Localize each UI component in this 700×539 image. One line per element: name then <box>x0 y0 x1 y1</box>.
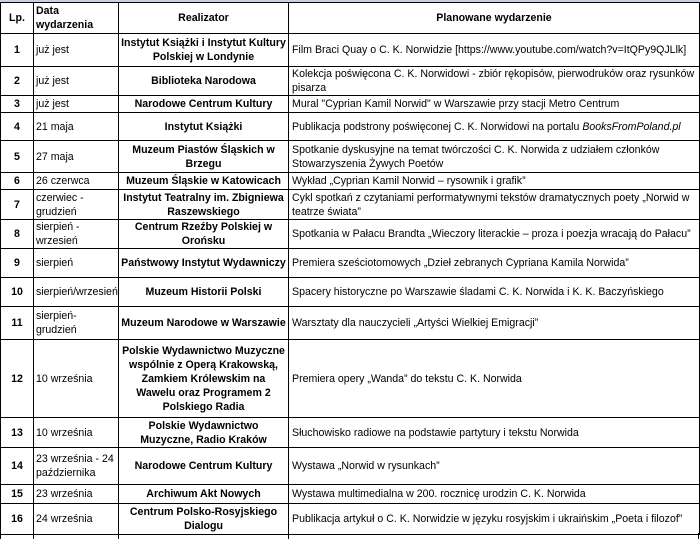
event-description <box>289 249 700 278</box>
table-row <box>1 249 700 278</box>
event-description <box>289 418 700 448</box>
event-portal-name: BooksFromPoland.pl <box>582 120 681 133</box>
event-date: 26 czerwca <box>34 173 119 190</box>
table-row <box>1 278 700 307</box>
event-date: 21 maja <box>34 113 119 141</box>
row-number: 16 <box>1 504 34 535</box>
event-text: Cykl spotkań z czytaniami performatywnymi tekstów dramatycznych poety „Norwid w teatrze świata” <box>292 191 690 218</box>
event-description <box>289 220 700 249</box>
table-row <box>1 96 700 113</box>
event-date: sierpień - wrzesień <box>34 220 119 249</box>
event-description <box>289 141 700 173</box>
event-text: Słuchowisko radiowe na podstawie partytury i tekstu Norwida <box>292 426 579 439</box>
event-date: 23 września - 24 października <box>34 448 119 485</box>
event-text: Wykład „Cyprian Kamil Norwid – rysownik i grafik” <box>292 175 526 187</box>
row-number: 4 <box>1 113 34 141</box>
organizer: Polskie Wydawnictwo Muzyczne, Radio Kraków <box>119 418 289 448</box>
row-number: 6 <box>1 173 34 190</box>
table-row <box>1 307 700 340</box>
event-date: już jest <box>34 67 119 96</box>
organizer: Instytut Teatralny im. Zbigniewa Raszewskiego <box>119 190 289 220</box>
table-row <box>1 418 700 448</box>
event-description <box>289 96 700 113</box>
event-text: Premiera opery „Wanda” do tekstu C. K. Norwida <box>292 372 522 385</box>
table-row <box>1 220 700 249</box>
event-description <box>289 340 700 418</box>
table-row <box>1 113 700 141</box>
event-text: Warsztaty dla nauczycieli „Artyści Wielkiej Emigracji” <box>292 317 539 329</box>
event-date: 10 września <box>34 418 119 448</box>
event-description <box>289 278 700 307</box>
partial-next-row <box>0 533 699 539</box>
header-lp: Lp. <box>1 3 34 34</box>
organizer: Państwowy Instytut Wydawniczy <box>119 249 289 278</box>
row-number: 10 <box>1 278 34 307</box>
event-description <box>289 67 700 96</box>
organizer: Narodowe Centrum Kultury <box>119 96 289 113</box>
event-date: 23 września <box>34 485 119 504</box>
event-text: Mural "Cyprian Kamil Norwid" w Warszawie przy stacji Metro Centrum <box>292 98 620 110</box>
event-text: Kolekcja poświęcona C. K. Norwidowi - zbiór rękopisów, pierwodruków oraz rysunków pisarza <box>292 68 695 94</box>
event-date: już jest <box>34 34 119 67</box>
table-row <box>1 34 700 67</box>
event-text: Spacery historyczne po Warszawie śladami C. K. Norwida i K. K. Baczyńskiego <box>292 286 664 298</box>
row-number: 15 <box>1 485 34 504</box>
organizer: Biblioteka Narodowa <box>119 67 289 96</box>
event-text: Spotkanie dyskusyjne na temat twórczości C. K. Norwida z udziałem członków Stowarzyszenia Żywych Poetów <box>292 143 660 170</box>
event-date: już jest <box>34 96 119 113</box>
table-row <box>1 340 700 418</box>
event-date: sierpień <box>34 249 119 278</box>
table-row <box>1 141 700 173</box>
event-description <box>289 485 700 504</box>
table-row <box>1 448 700 485</box>
event-description <box>289 173 700 190</box>
event-description <box>289 113 700 141</box>
row-number: 12 <box>1 340 34 418</box>
table-row <box>1 485 700 504</box>
organizer: Instytut Książki <box>119 113 289 141</box>
organizer: Centrum Rzeźby Polskiej w Orońsku <box>119 220 289 249</box>
organizer: Muzeum Śląskie w Katowicach <box>119 173 289 190</box>
event-text: Publikacja podstrony poświęconej C. K. Norwidowi na portalu <box>292 120 583 133</box>
row-number: 1 <box>1 34 34 67</box>
row-number: 14 <box>1 448 34 485</box>
event-date: sierpień- grudzień <box>34 307 119 340</box>
row-number: 9 <box>1 249 34 278</box>
table-row <box>1 173 700 190</box>
row-number: 13 <box>1 418 34 448</box>
event-description <box>289 504 700 535</box>
events-table <box>0 2 700 535</box>
event-description <box>289 307 700 340</box>
event-date: 27 maja <box>34 141 119 173</box>
organizer: Narodowe Centrum Kultury <box>119 448 289 485</box>
organizer: Muzeum Historii Polski <box>119 278 289 307</box>
event-text: Premiera sześciotomowych „Dzieł zebranych Cypriana Kamila Norwida” <box>292 257 629 269</box>
header-event: Planowane wydarzenie <box>289 3 700 34</box>
header-date: Data wydarzenia <box>34 3 119 34</box>
event-text: Wystawa multimedialna w 200. rocznicę urodzin C. K. Norwida <box>292 488 586 500</box>
header-row <box>1 3 700 34</box>
row-number: 8 <box>1 220 34 249</box>
organizer: Archiwum Akt Nowych <box>119 485 289 504</box>
event-date: 10 września <box>34 340 119 418</box>
header-org: Realizator <box>119 3 289 34</box>
event-description <box>289 190 700 220</box>
table-row <box>1 67 700 96</box>
table-row <box>1 504 700 535</box>
organizer: Muzeum Piastów Śląskich w Brzegu <box>119 141 289 173</box>
event-description <box>289 448 700 485</box>
event-description <box>289 34 700 67</box>
row-number: 5 <box>1 141 34 173</box>
organizer: Centrum Polsko-Rosyjskiego Dialogu <box>119 504 289 535</box>
event-text: Spotkania w Pałacu Brandta „Wieczory literackie – proza i poezja wracają do Pałacu” <box>292 228 691 240</box>
row-number: 3 <box>1 96 34 113</box>
row-number: 11 <box>1 307 34 340</box>
organizer: Polskie Wydawnictwo Muzyczne wspólnie z Operą Krakowską, Zamkiem Królewskim na Wawelu oraz Programem 2 Polskiego Radia <box>119 340 289 418</box>
event-text: Publikacja artykuł o C. K. Norwidzie w języku rosyjskim i ukraińskim „Poeta i filozof” <box>292 513 683 525</box>
event-date: 24 września <box>34 504 119 535</box>
row-number: 7 <box>1 190 34 220</box>
event-date: sierpień/wrzesień <box>34 278 119 307</box>
event-text: Wystawa „Norwid w rysunkach” <box>292 460 440 472</box>
row-number: 2 <box>1 67 34 96</box>
table-row <box>1 190 700 220</box>
organizer: Instytut Książki i Instytut Kultury Polskiej w Londynie <box>119 34 289 67</box>
event-date: czerwiec - grudzień <box>34 190 119 220</box>
organizer: Muzeum Narodowe w Warszawie <box>119 307 289 340</box>
event-text: Film Braci Quay o C. K. Norwidzie [https://www.youtube.com/watch?v=ItQPy9QJLlk] <box>292 44 687 56</box>
